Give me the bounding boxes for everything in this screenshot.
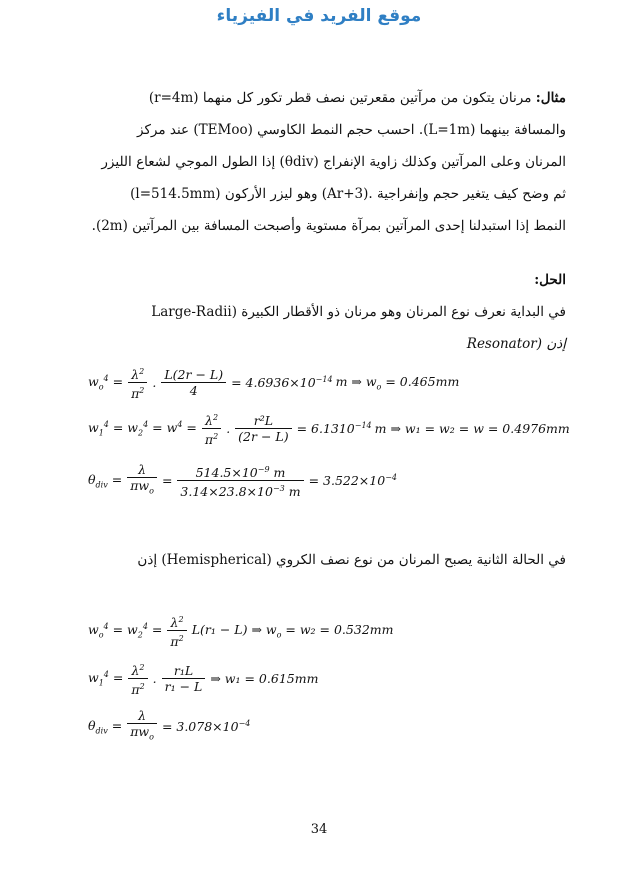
example-line-3: المرنان وعلى المرآتين وكذلك زاوية الإنفراج (θdiv) إذا الطول الموجي لشعاع الليزر [101, 154, 566, 170]
example-line-5: النمط إذا استبدلنا إحدى المرآتين بمرآة مستوية وأصبحت المسافة بين المرآتين (2m). [91, 218, 566, 234]
solution-line-2: Resonator) إذن [466, 336, 566, 352]
case2-equation-1: $w_o^4 = w_2^4$ = $\frac{\lambda^2}{\pi^2}$ L(r₁ − L) ⇒ $w_o = w_2 = 0.532mm$ [88, 612, 393, 649]
case1-equation-2: $w_1^4 = w_2^4 = w^4$ = $\frac{\lambda^2}{\pi^2}$ . $\frac{\text{r²L}}{(2r - L)}$ = $6.1310^{-14}$ m ⇒ w₁ = w₂ = w = 0.4976mm [88, 410, 570, 447]
solution-line-3: في الحالة الثانية يصبح المرنان من نوع نصف الكروي (Hemispherical) إذن [137, 552, 566, 568]
case2-equation-2: $w_1^4$ = $\frac{\lambda^2}{\pi^2}$ . $\frac{\text{r₁L}}{\text{r₁ − L}}$ ⇒ w₁ = 0.615mm [88, 660, 318, 697]
example-text-1: مرنان يتكون من مرآتين مقعرتين نصف قطر تكور كل منهما (r=4m) [148, 90, 532, 106]
example-heading: مثال: [535, 90, 566, 106]
solution-heading: الحل: [534, 272, 566, 288]
page-number: 34 [310, 822, 328, 837]
case1-equation-1: $w_o^4$ = $\frac{\lambda^2}{\pi^2}$ . $\frac{L(2r - L)}{4}$ = $4.6936\times 10^{-14}$ m ⇒ $w_o = 0.465mm$ [88, 364, 459, 401]
case2-equation-3: $\theta_{div}$ = $\frac{\lambda}{\pi w_o}$ = $3.078\times 10^{-4}$ [88, 708, 251, 742]
solution-line-1: في البداية نعرف نوع المرنان وهو مرنان ذو الأقطار الكبيرة (Large-Radii [151, 304, 566, 320]
site-title: موقع الفريد في الفيزياء [216, 6, 422, 26]
c1e1-frac-bottom: 4 [189, 383, 198, 399]
c1e1-result: = 4.6936×10 [231, 375, 316, 391]
example-line-2: والمسافة بينهما (L=1m). احسب حجم النمط الكاوسي (TEMoo) عند مركز [137, 122, 566, 138]
c1e1-frac-top: L(2r − L) [161, 367, 226, 383]
case1-equation-3: $\theta_{div}$ = $\frac{\lambda}{\pi w_o}$ = $\frac{514.5\times 10^{-9} m}{3.14\times 23.8\times 10^{-3} m}$ = $3.522\times 10^{-4}$ [88, 462, 397, 500]
example-line-1 [72, 90, 566, 106]
example-line-4: (l=514.5mm) وهو ليزر الأركون (Ar+3). ثم وضح كيف يتغير حجم وإنفراجية [130, 186, 566, 202]
